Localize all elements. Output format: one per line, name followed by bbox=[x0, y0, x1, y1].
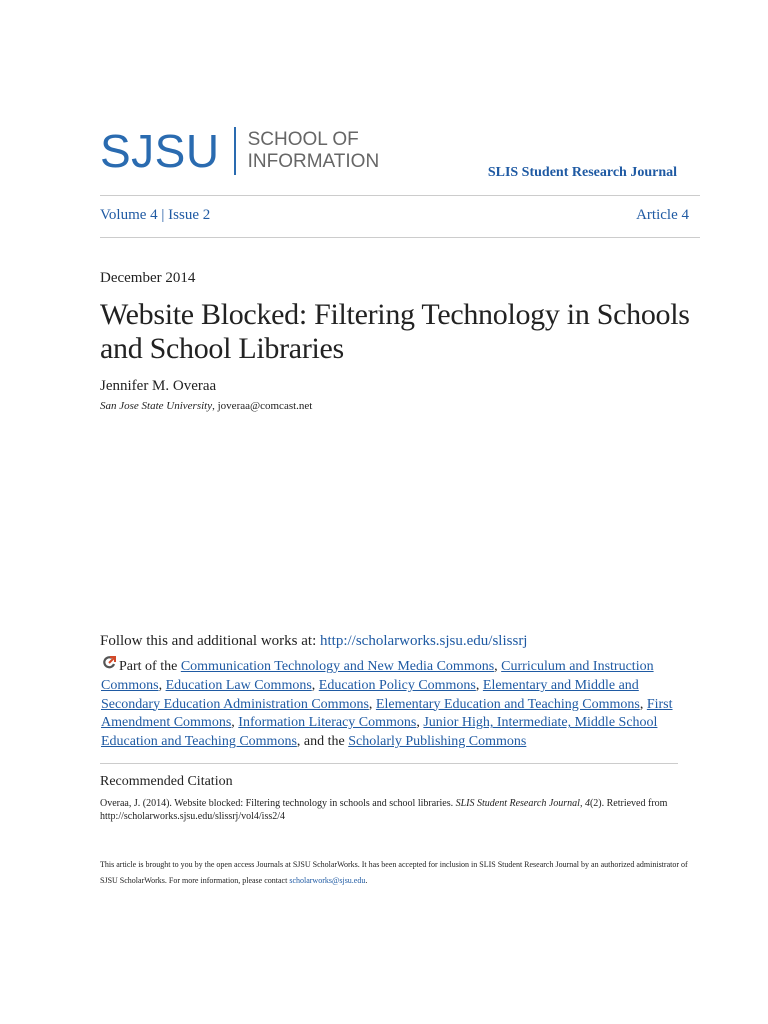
divider-bottom bbox=[100, 237, 700, 238]
commons-and-the: , and the bbox=[296, 734, 349, 750]
footer-end: . bbox=[365, 876, 368, 885]
follow-line bbox=[100, 633, 527, 650]
open-access-icon bbox=[101, 656, 117, 672]
logo-wordmark: SJSU bbox=[100, 125, 220, 177]
commons-link-first-amendment[interactable]: First Amendment Commons bbox=[101, 696, 673, 731]
footer-email-link[interactable]: scholarworks@sjsu.edu bbox=[289, 876, 366, 885]
volume-issue bbox=[100, 207, 210, 224]
logo-school-name bbox=[248, 129, 380, 173]
logo-school-line1: SCHOOL OF bbox=[247, 129, 359, 150]
article-number-link[interactable]: Article 4 bbox=[636, 207, 689, 223]
author-institution: San Jose State University bbox=[100, 400, 213, 412]
journal-name-link[interactable]: SLIS Student Research Journal bbox=[487, 165, 677, 180]
author-affiliation bbox=[100, 400, 312, 412]
commons-link-curriculum[interactable]: Curriculum and Instruction Commons bbox=[101, 659, 654, 693]
follow-url-link[interactable]: http://scholarworks.sjsu.edu/slissrj bbox=[319, 633, 528, 649]
commons-link-secondary-admin[interactable]: Elementary and Middle and Secondary Education Administration Commons bbox=[101, 677, 639, 712]
footer-notice bbox=[100, 857, 700, 889]
logo-divider bbox=[234, 127, 236, 175]
citation-after: (2). Retrieved from http://scholarworks.sjsu.edu/slissrj/vol4/iss2/4 bbox=[100, 798, 668, 822]
article-title: Website Blocked: Filtering Technology in Schools and School Libraries bbox=[100, 298, 690, 365]
commons-prefix: Part of the bbox=[119, 659, 181, 674]
divider-citation bbox=[100, 763, 678, 764]
citation-text bbox=[100, 797, 690, 823]
commons-link-information-literacy[interactable]: Information Literacy Commons bbox=[238, 715, 417, 731]
commons-link-education-policy[interactable]: Education Policy Commons bbox=[318, 677, 476, 693]
commons-link-junior-high[interactable]: Junior High, Intermediate, Middle School Education and Teaching Commons bbox=[101, 715, 658, 750]
citation-before: Overaa, J. (2014). Website blocked: Filtering technology in schools and school libraries. bbox=[100, 798, 456, 809]
commons-link-education-law[interactable]: Education Law Commons bbox=[165, 677, 312, 693]
footer-text: This article is brought to you by the open access Journals at SJSU ScholarWorks. It has been accepted for inclusion in SLIS Student Research Journal by an authorized administrator of SJSU ScholarWorks. For more information, please contact bbox=[100, 860, 688, 885]
publication-date: December 2014 bbox=[100, 270, 196, 286]
citation-journal: SLIS Student Research Journal, 4 bbox=[455, 798, 590, 809]
divider-top bbox=[100, 195, 700, 196]
author-email: , joveraa@comcast.net bbox=[212, 400, 313, 412]
sjsu-logo bbox=[100, 127, 379, 175]
author-name: Jennifer M. Overaa bbox=[100, 378, 217, 394]
follow-prefix: Follow this and additional works at: bbox=[100, 633, 320, 649]
volume-link[interactable]: Volume 4 bbox=[100, 207, 158, 223]
commons-link-scholarly-publishing[interactable]: Scholarly Publishing Commons bbox=[348, 734, 527, 750]
commons-link-elementary-teaching[interactable]: Elementary Education and Teaching Commons bbox=[375, 696, 640, 712]
commons-list: Part of the Communication Technology and New Media Commons, Curriculum and Instruction Commons, Education Law Commons, Education Policy Commons, Elementary and Middle and Secondary Education Administration Commons, Elementary Education and Teaching Commons, First Amendment Commons, Information Literacy Commons, Junior High, Intermediate, Middle School Education and Teaching Commons, and the Scholarly Publishing Commons bbox=[101, 656, 686, 752]
commons-link-communication[interactable]: Communication Technology and New Media Commons bbox=[180, 659, 495, 674]
citation-heading: Recommended Citation bbox=[100, 774, 233, 789]
volume-separator: | bbox=[161, 207, 165, 223]
issue-link[interactable]: Issue 2 bbox=[168, 207, 211, 223]
logo-school-line2: INFORMATION bbox=[247, 151, 380, 172]
